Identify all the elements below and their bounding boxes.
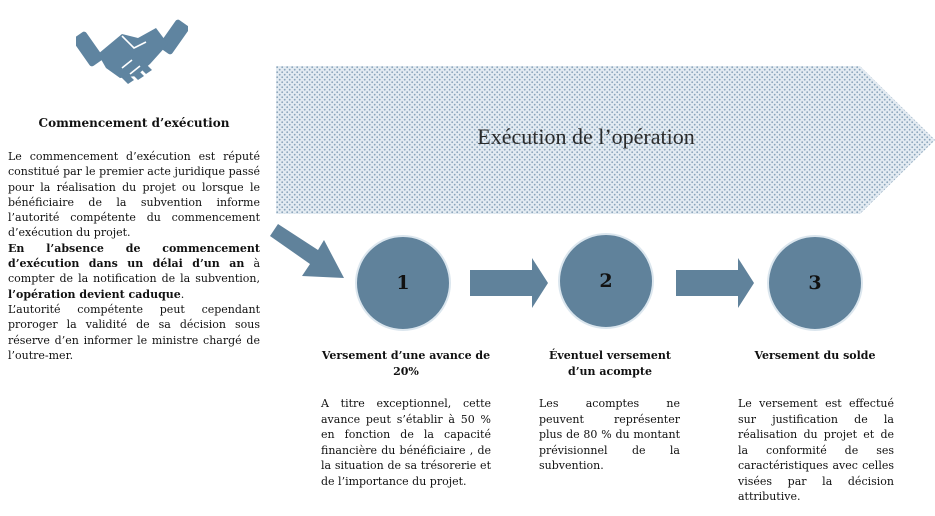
step-circle-1 bbox=[355, 235, 451, 331]
step-arrow-2-3 bbox=[676, 258, 754, 308]
step-circle-3 bbox=[767, 235, 863, 331]
start-paragraph-3: L’autorité compétente peut cependant proroger la validité de sa décision sous réserve d’en informer le ministre chargé de l’outre-mer. bbox=[8, 302, 260, 362]
step-title-1: Versement d’une avance de 20% bbox=[321, 349, 491, 378]
deadline-middle-text: à compter de la notification de la subvention, bbox=[8, 257, 260, 286]
start-section-body bbox=[8, 149, 260, 363]
deadline-end-text: . bbox=[180, 287, 185, 301]
step-number-1: 1 bbox=[396, 272, 410, 294]
step-number-3: 3 bbox=[808, 272, 822, 294]
step-desc-2: Les acomptes ne peuvent représenter plus de 80 % du montant prévisionnel de la subvention. bbox=[539, 397, 680, 472]
step-number-2: 2 bbox=[599, 270, 613, 292]
caducity-text: l’opération devient caduque bbox=[8, 287, 181, 301]
start-paragraph-2 bbox=[8, 241, 260, 302]
step-circle-2 bbox=[558, 233, 654, 329]
step-desc-1: A titre exceptionnel, cette avance peut s’établir à 50 % en fonction de la capacité financière du bénéficiaire , de la situation de sa trésorerie et de l’importance du projet. bbox=[321, 397, 491, 488]
deadline-text: En l’absence de commencement d’exécution dans un délai d’un an bbox=[8, 241, 260, 271]
handshake-icon bbox=[76, 14, 188, 90]
diagonal-arrow bbox=[268, 222, 346, 282]
start-paragraph-1: Le commencement d’exécution est réputé constitué par le premier acte juridique passé pour la réalisation du projet ou lorsque le bénéficiaire de la subvention informe l’autorité compétente du commencement d’exécution du projet. bbox=[8, 150, 260, 240]
step-title-3: Versement du solde bbox=[754, 349, 876, 362]
start-section-title: Commencement d’exécution bbox=[38, 116, 230, 130]
step-arrow-1-2 bbox=[470, 258, 548, 308]
step-desc-3: Le versement est effectué sur justification de la réalisation du projet et de la conformité de ses caractéristiques avec celles visées par la décision attributive. bbox=[738, 397, 894, 503]
step-title-2: Éventuel versement d’un acompte bbox=[549, 349, 671, 378]
banner-title: Exécution de l’opération bbox=[477, 124, 695, 149]
